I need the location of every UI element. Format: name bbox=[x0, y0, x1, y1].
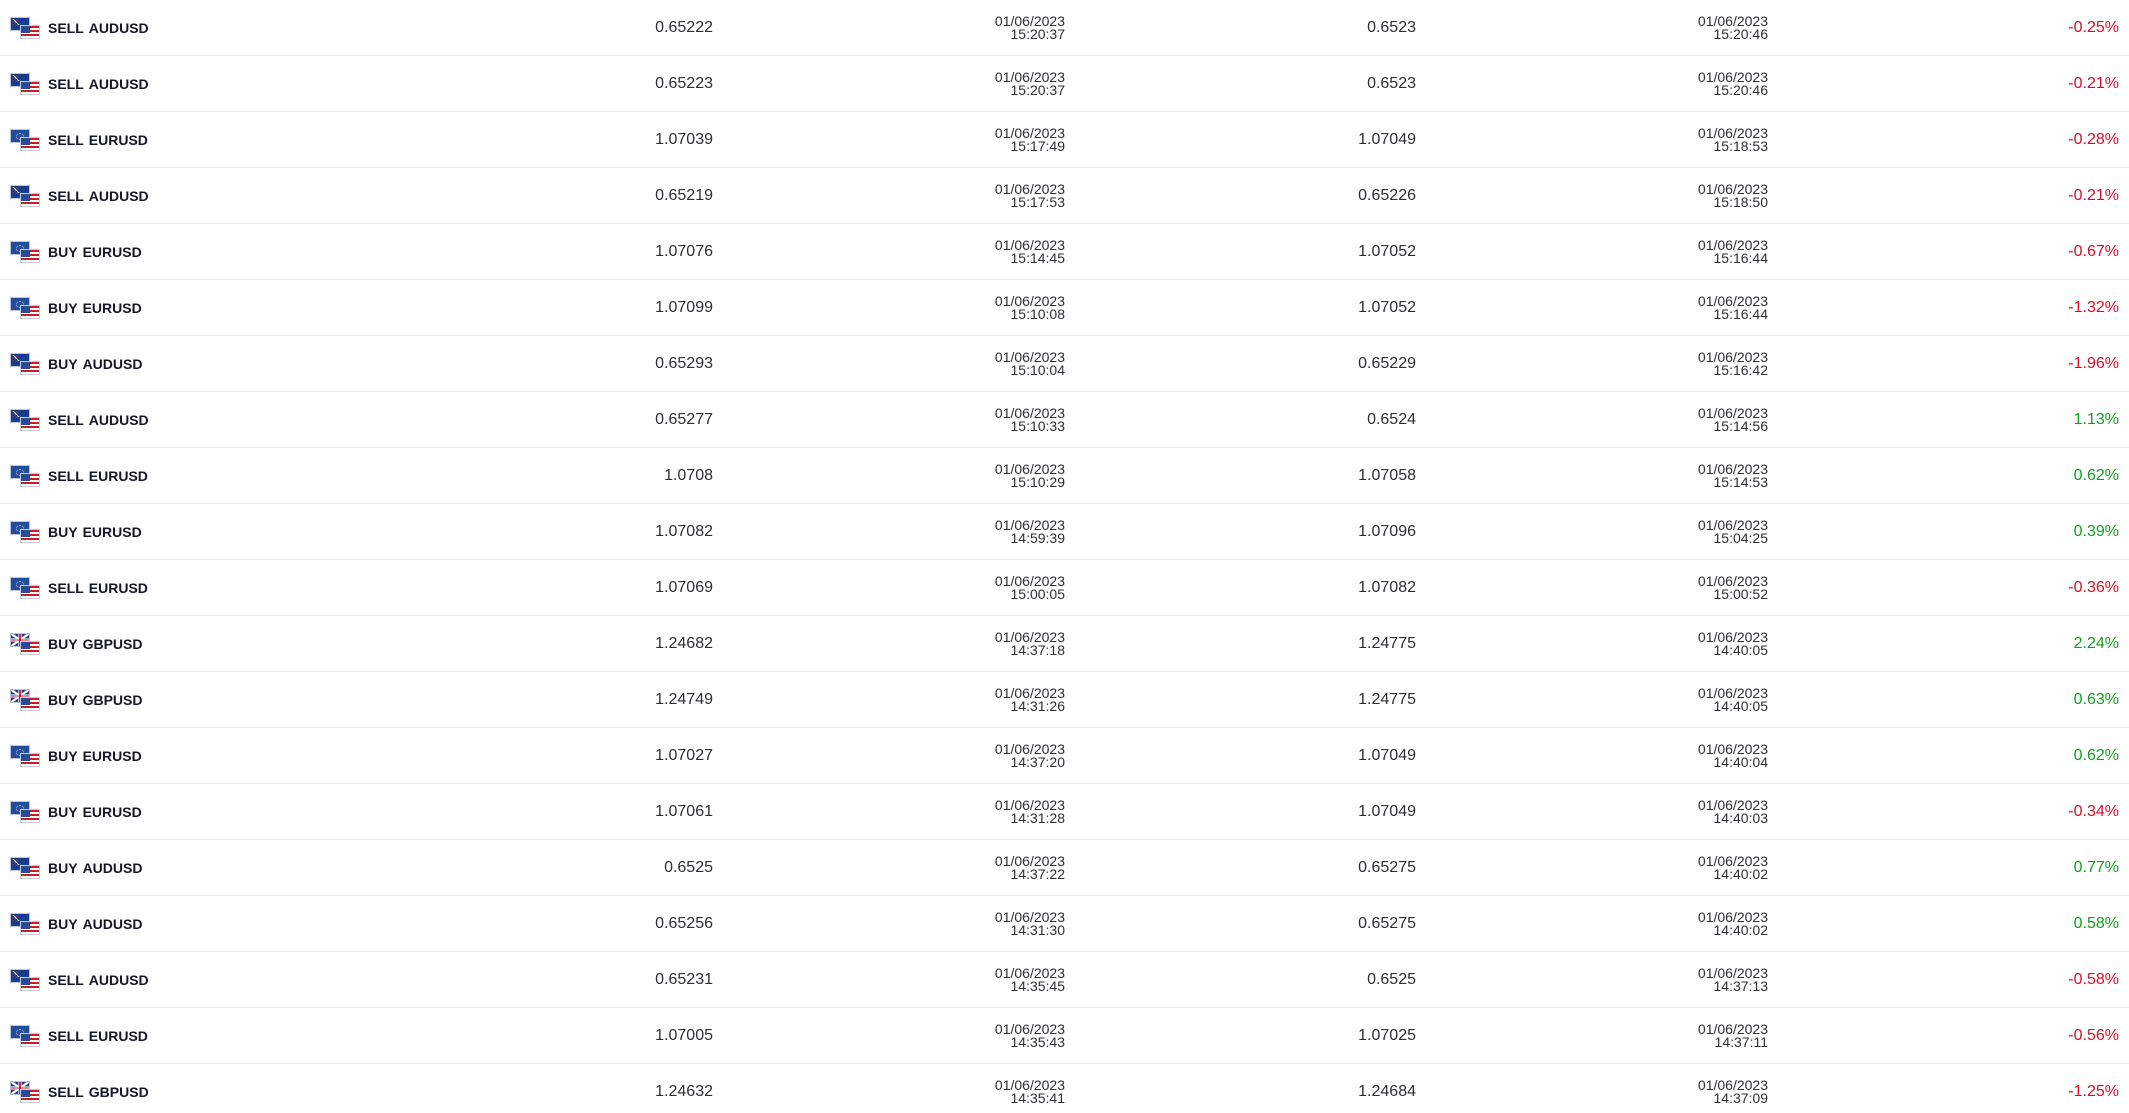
open-datetime bbox=[955, 952, 1065, 1008]
open-date: 01/06/2023 bbox=[994, 909, 1065, 925]
aud-usd-flag-icon bbox=[10, 73, 40, 95]
close-time: 14:37:13 bbox=[1713, 978, 1768, 994]
eur-usd-flag-icon bbox=[10, 577, 40, 599]
table-row[interactable] bbox=[0, 448, 2129, 504]
open-datetime bbox=[955, 392, 1065, 448]
close-price: 1.07049 bbox=[1358, 131, 1416, 148]
symbol-label: EURUSD bbox=[82, 300, 142, 316]
close-price: 1.24775 bbox=[1358, 691, 1416, 708]
close-datetime bbox=[1658, 224, 1768, 280]
symbol-label: EURUSD bbox=[88, 1028, 148, 1044]
symbol-label: EURUSD bbox=[88, 132, 148, 148]
aud-usd-flag-icon bbox=[10, 969, 40, 991]
instrument-cell bbox=[10, 728, 530, 784]
open-datetime bbox=[955, 840, 1065, 896]
trade-side: BUY bbox=[48, 300, 78, 316]
table-row[interactable] bbox=[0, 1064, 2129, 1113]
close-price: 0.6524 bbox=[1367, 411, 1416, 428]
open-price: 0.6525 bbox=[664, 859, 713, 876]
close-price: 0.6525 bbox=[1367, 971, 1416, 988]
trade-side: SELL bbox=[48, 580, 84, 596]
open-datetime bbox=[955, 280, 1065, 336]
open-datetime bbox=[955, 448, 1065, 504]
trade-side: SELL bbox=[48, 76, 84, 92]
close-price: 1.07082 bbox=[1358, 579, 1416, 596]
close-price: 1.07025 bbox=[1358, 1027, 1416, 1044]
symbol-label: EURUSD bbox=[88, 580, 148, 596]
close-datetime bbox=[1658, 952, 1768, 1008]
trade-side: BUY bbox=[48, 804, 78, 820]
open-datetime bbox=[955, 112, 1065, 168]
instrument-cell bbox=[10, 784, 530, 840]
open-date: 01/06/2023 bbox=[994, 573, 1065, 589]
instrument-cell bbox=[10, 1008, 530, 1064]
table-row[interactable] bbox=[0, 1008, 2129, 1064]
table-row[interactable] bbox=[0, 224, 2129, 280]
symbol-label: AUDUSD bbox=[88, 76, 149, 92]
close-time: 15:18:53 bbox=[1713, 138, 1768, 154]
open-time: 14:35:41 bbox=[1010, 1090, 1065, 1106]
symbol-label: GBPUSD bbox=[82, 692, 143, 708]
open-datetime bbox=[955, 784, 1065, 840]
open-price: 1.07061 bbox=[655, 803, 713, 820]
profit-loss-percent: -0.58% bbox=[2068, 971, 2119, 988]
aud-usd-flag-icon bbox=[10, 353, 40, 375]
instrument-cell bbox=[10, 392, 530, 448]
close-price: 1.07049 bbox=[1358, 747, 1416, 764]
table-row[interactable] bbox=[0, 784, 2129, 840]
eur-usd-flag-icon bbox=[10, 1025, 40, 1047]
table-row[interactable] bbox=[0, 840, 2129, 896]
open-time: 15:00:05 bbox=[1010, 586, 1065, 602]
table-row[interactable] bbox=[0, 336, 2129, 392]
close-price: 0.6523 bbox=[1367, 75, 1416, 92]
symbol-label: EURUSD bbox=[82, 244, 142, 260]
close-date: 01/06/2023 bbox=[1697, 181, 1768, 197]
open-date: 01/06/2023 bbox=[994, 293, 1065, 309]
close-datetime bbox=[1658, 672, 1768, 728]
open-time: 15:10:08 bbox=[1010, 306, 1065, 322]
profit-loss-percent: -1.25% bbox=[2068, 1083, 2119, 1100]
close-price: 1.07052 bbox=[1358, 299, 1416, 316]
close-date: 01/06/2023 bbox=[1697, 1021, 1768, 1037]
close-date: 01/06/2023 bbox=[1697, 349, 1768, 365]
close-date: 01/06/2023 bbox=[1697, 797, 1768, 813]
close-datetime bbox=[1658, 784, 1768, 840]
close-date: 01/06/2023 bbox=[1697, 461, 1768, 477]
open-price: 1.07027 bbox=[655, 747, 713, 764]
close-time: 14:40:05 bbox=[1713, 642, 1768, 658]
open-price: 1.07005 bbox=[655, 1027, 713, 1044]
trade-side: BUY bbox=[48, 748, 78, 764]
open-price: 0.65222 bbox=[655, 19, 713, 36]
open-time: 15:10:04 bbox=[1010, 362, 1065, 378]
trade-side: BUY bbox=[48, 692, 78, 708]
open-price: 0.65277 bbox=[655, 411, 713, 428]
open-time: 14:37:22 bbox=[1010, 866, 1065, 882]
open-time: 14:35:43 bbox=[1010, 1034, 1065, 1050]
open-price: 0.65293 bbox=[655, 355, 713, 372]
profit-loss-percent: 0.77% bbox=[2073, 859, 2119, 876]
close-date: 01/06/2023 bbox=[1697, 237, 1768, 253]
open-price: 1.07076 bbox=[655, 243, 713, 260]
close-price: 1.07096 bbox=[1358, 523, 1416, 540]
instrument-cell bbox=[10, 336, 530, 392]
open-price: 1.07099 bbox=[655, 299, 713, 316]
open-datetime bbox=[955, 560, 1065, 616]
table-row[interactable] bbox=[0, 0, 2129, 56]
table-row[interactable] bbox=[0, 672, 2129, 728]
open-datetime bbox=[955, 56, 1065, 112]
close-date: 01/06/2023 bbox=[1697, 853, 1768, 869]
open-date: 01/06/2023 bbox=[994, 629, 1065, 645]
close-date: 01/06/2023 bbox=[1697, 125, 1768, 141]
instrument-cell bbox=[10, 840, 530, 896]
instrument-cell bbox=[10, 448, 530, 504]
close-price: 0.65275 bbox=[1358, 859, 1416, 876]
symbol-label: EURUSD bbox=[88, 468, 148, 484]
close-datetime bbox=[1658, 1064, 1768, 1113]
trade-side: BUY bbox=[48, 636, 78, 652]
instrument-cell bbox=[10, 504, 530, 560]
open-date: 01/06/2023 bbox=[994, 461, 1065, 477]
open-time: 14:31:26 bbox=[1010, 698, 1065, 714]
instrument-cell bbox=[10, 168, 530, 224]
close-datetime bbox=[1658, 336, 1768, 392]
close-price: 1.24684 bbox=[1358, 1083, 1416, 1100]
profit-loss-percent: -1.32% bbox=[2068, 299, 2119, 316]
open-time: 15:10:33 bbox=[1010, 418, 1065, 434]
close-price: 1.07052 bbox=[1358, 243, 1416, 260]
symbol-label: AUDUSD bbox=[82, 860, 143, 876]
open-time: 15:17:53 bbox=[1010, 194, 1065, 210]
instrument-cell bbox=[10, 560, 530, 616]
profit-loss-percent: 0.39% bbox=[2073, 523, 2119, 540]
open-date: 01/06/2023 bbox=[994, 405, 1065, 421]
open-time: 14:37:20 bbox=[1010, 754, 1065, 770]
profit-loss-percent: -0.28% bbox=[2068, 131, 2119, 148]
gbp-usd-flag-icon bbox=[10, 633, 40, 655]
eur-usd-flag-icon bbox=[10, 465, 40, 487]
close-time: 15:14:53 bbox=[1713, 474, 1768, 490]
gbp-usd-flag-icon bbox=[10, 1081, 40, 1103]
aud-usd-flag-icon bbox=[10, 409, 40, 431]
close-time: 14:37:09 bbox=[1713, 1090, 1768, 1106]
close-date: 01/06/2023 bbox=[1697, 629, 1768, 645]
close-time: 15:00:52 bbox=[1713, 586, 1768, 602]
open-date: 01/06/2023 bbox=[994, 349, 1065, 365]
aud-usd-flag-icon bbox=[10, 913, 40, 935]
open-price: 1.24632 bbox=[655, 1083, 713, 1100]
close-price: 0.65275 bbox=[1358, 915, 1416, 932]
open-datetime bbox=[955, 224, 1065, 280]
close-datetime bbox=[1658, 840, 1768, 896]
open-time: 14:37:18 bbox=[1010, 642, 1065, 658]
close-time: 14:40:02 bbox=[1713, 922, 1768, 938]
open-time: 14:31:30 bbox=[1010, 922, 1065, 938]
close-time: 14:40:05 bbox=[1713, 698, 1768, 714]
open-date: 01/06/2023 bbox=[994, 853, 1065, 869]
close-price: 0.65229 bbox=[1358, 355, 1416, 372]
close-time: 14:40:03 bbox=[1713, 810, 1768, 826]
open-date: 01/06/2023 bbox=[994, 181, 1065, 197]
trade-side: SELL bbox=[48, 1084, 84, 1100]
close-date: 01/06/2023 bbox=[1697, 13, 1768, 29]
profit-loss-percent: -0.36% bbox=[2068, 579, 2119, 596]
close-datetime bbox=[1658, 448, 1768, 504]
open-date: 01/06/2023 bbox=[994, 1077, 1065, 1093]
trade-side: SELL bbox=[48, 20, 84, 36]
instrument-cell bbox=[10, 616, 530, 672]
open-date: 01/06/2023 bbox=[994, 741, 1065, 757]
close-time: 14:37:11 bbox=[1714, 1034, 1768, 1050]
profit-loss-percent: -0.56% bbox=[2068, 1027, 2119, 1044]
table-row[interactable] bbox=[0, 952, 2129, 1008]
open-price: 0.65219 bbox=[655, 187, 713, 204]
close-datetime bbox=[1658, 1008, 1768, 1064]
open-price: 1.24682 bbox=[655, 635, 713, 652]
trade-side: SELL bbox=[48, 412, 84, 428]
close-date: 01/06/2023 bbox=[1697, 293, 1768, 309]
close-date: 01/06/2023 bbox=[1697, 741, 1768, 757]
open-date: 01/06/2023 bbox=[994, 517, 1065, 533]
close-date: 01/06/2023 bbox=[1697, 965, 1768, 981]
eur-usd-flag-icon bbox=[10, 297, 40, 319]
symbol-label: AUDUSD bbox=[88, 972, 149, 988]
symbol-label: GBPUSD bbox=[82, 636, 143, 652]
close-datetime bbox=[1658, 896, 1768, 952]
profit-loss-percent: -0.25% bbox=[2068, 19, 2119, 36]
profit-loss-percent: 2.24% bbox=[2073, 635, 2119, 652]
eur-usd-flag-icon bbox=[10, 745, 40, 767]
instrument-cell bbox=[10, 952, 530, 1008]
instrument-cell bbox=[10, 896, 530, 952]
close-time: 15:16:44 bbox=[1713, 306, 1768, 322]
table-row[interactable] bbox=[0, 896, 2129, 952]
symbol-label: AUDUSD bbox=[88, 412, 149, 428]
close-datetime bbox=[1658, 392, 1768, 448]
symbol-label: EURUSD bbox=[82, 804, 142, 820]
table-row[interactable] bbox=[0, 168, 2129, 224]
open-datetime bbox=[955, 1064, 1065, 1113]
close-datetime bbox=[1658, 56, 1768, 112]
open-date: 01/06/2023 bbox=[994, 69, 1065, 85]
close-time: 14:40:04 bbox=[1713, 754, 1768, 770]
close-date: 01/06/2023 bbox=[1697, 69, 1768, 85]
open-price: 0.65231 bbox=[655, 971, 713, 988]
trade-side: BUY bbox=[48, 244, 78, 260]
trade-side: BUY bbox=[48, 860, 78, 876]
close-date: 01/06/2023 bbox=[1697, 909, 1768, 925]
eur-usd-flag-icon bbox=[10, 129, 40, 151]
open-datetime bbox=[955, 672, 1065, 728]
close-datetime bbox=[1658, 168, 1768, 224]
close-date: 01/06/2023 bbox=[1697, 1077, 1768, 1093]
instrument-cell bbox=[10, 224, 530, 280]
open-date: 01/06/2023 bbox=[994, 797, 1065, 813]
close-time: 15:14:56 bbox=[1713, 418, 1768, 434]
close-datetime bbox=[1658, 504, 1768, 560]
open-date: 01/06/2023 bbox=[994, 125, 1065, 141]
instrument-cell bbox=[10, 672, 530, 728]
symbol-label: EURUSD bbox=[82, 748, 142, 764]
aud-usd-flag-icon bbox=[10, 857, 40, 879]
aud-usd-flag-icon bbox=[10, 17, 40, 39]
instrument-cell bbox=[10, 112, 530, 168]
close-price: 1.24775 bbox=[1358, 635, 1416, 652]
profit-loss-percent: 0.62% bbox=[2073, 747, 2119, 764]
gbp-usd-flag-icon bbox=[10, 689, 40, 711]
close-datetime bbox=[1658, 560, 1768, 616]
table-row[interactable] bbox=[0, 112, 2129, 168]
open-date: 01/06/2023 bbox=[994, 13, 1065, 29]
symbol-label: EURUSD bbox=[82, 524, 142, 540]
instrument-cell bbox=[10, 1064, 530, 1113]
open-date: 01/06/2023 bbox=[994, 237, 1065, 253]
open-price: 1.07069 bbox=[655, 579, 713, 596]
profit-loss-percent: -0.21% bbox=[2068, 75, 2119, 92]
profit-loss-percent: 0.63% bbox=[2073, 691, 2119, 708]
close-datetime bbox=[1658, 728, 1768, 784]
aud-usd-flag-icon bbox=[10, 185, 40, 207]
close-datetime bbox=[1658, 112, 1768, 168]
trade-side: BUY bbox=[48, 356, 78, 372]
instrument-cell bbox=[10, 56, 530, 112]
table-row[interactable] bbox=[0, 504, 2129, 560]
trade-side: BUY bbox=[48, 524, 78, 540]
table-row[interactable] bbox=[0, 728, 2129, 784]
close-date: 01/06/2023 bbox=[1697, 517, 1768, 533]
close-date: 01/06/2023 bbox=[1697, 685, 1768, 701]
trade-side: SELL bbox=[48, 972, 84, 988]
trade-side: SELL bbox=[48, 188, 84, 204]
symbol-label: AUDUSD bbox=[82, 916, 143, 932]
close-price: 0.6523 bbox=[1367, 19, 1416, 36]
close-time: 15:20:46 bbox=[1713, 26, 1768, 42]
close-date: 01/06/2023 bbox=[1697, 573, 1768, 589]
open-time: 14:31:28 bbox=[1010, 810, 1065, 826]
trade-side: SELL bbox=[48, 1028, 84, 1044]
open-datetime bbox=[955, 728, 1065, 784]
open-price: 1.0708 bbox=[664, 467, 713, 484]
instrument-cell bbox=[10, 280, 530, 336]
open-time: 14:35:45 bbox=[1010, 978, 1065, 994]
table-row[interactable] bbox=[0, 560, 2129, 616]
eur-usd-flag-icon bbox=[10, 521, 40, 543]
table-row[interactable] bbox=[0, 392, 2129, 448]
close-price: 1.07049 bbox=[1358, 803, 1416, 820]
profit-loss-percent: 0.62% bbox=[2073, 467, 2119, 484]
close-time: 15:16:44 bbox=[1713, 250, 1768, 266]
open-date: 01/06/2023 bbox=[994, 1021, 1065, 1037]
open-price: 1.24749 bbox=[655, 691, 713, 708]
profit-loss-percent: 0.58% bbox=[2073, 915, 2119, 932]
table-row[interactable] bbox=[0, 280, 2129, 336]
close-price: 1.07058 bbox=[1358, 467, 1416, 484]
open-price: 0.65223 bbox=[655, 75, 713, 92]
close-time: 14:40:02 bbox=[1713, 866, 1768, 882]
open-time: 15:14:45 bbox=[1010, 250, 1065, 266]
open-date: 01/06/2023 bbox=[994, 965, 1065, 981]
close-time: 15:04:25 bbox=[1713, 530, 1768, 546]
open-date: 01/06/2023 bbox=[994, 685, 1065, 701]
open-time: 15:17:49 bbox=[1010, 138, 1065, 154]
close-time: 15:18:50 bbox=[1713, 194, 1768, 210]
close-date: 01/06/2023 bbox=[1697, 405, 1768, 421]
symbol-label: AUDUSD bbox=[82, 356, 143, 372]
open-datetime bbox=[955, 1008, 1065, 1064]
open-time: 14:59:39 bbox=[1010, 530, 1065, 546]
close-datetime bbox=[1658, 280, 1768, 336]
symbol-label: GBPUSD bbox=[88, 1084, 149, 1100]
trade-side: SELL bbox=[48, 468, 84, 484]
instrument-cell bbox=[10, 0, 530, 56]
close-time: 15:16:42 bbox=[1713, 362, 1768, 378]
close-datetime bbox=[1658, 616, 1768, 672]
trade-side: SELL bbox=[48, 132, 84, 148]
open-datetime bbox=[955, 616, 1065, 672]
table-row[interactable] bbox=[0, 616, 2129, 672]
profit-loss-percent: -0.34% bbox=[2068, 803, 2119, 820]
open-datetime bbox=[955, 504, 1065, 560]
profit-loss-percent: -1.96% bbox=[2068, 355, 2119, 372]
open-price: 1.07039 bbox=[655, 131, 713, 148]
eur-usd-flag-icon bbox=[10, 241, 40, 263]
eur-usd-flag-icon bbox=[10, 801, 40, 823]
open-datetime bbox=[955, 0, 1065, 56]
open-time: 15:20:37 bbox=[1010, 26, 1065, 42]
trade-side: BUY bbox=[48, 916, 78, 932]
symbol-label: AUDUSD bbox=[88, 188, 149, 204]
open-price: 0.65256 bbox=[655, 915, 713, 932]
close-time: 15:20:46 bbox=[1713, 82, 1768, 98]
profit-loss-percent: 1.13% bbox=[2073, 411, 2119, 428]
open-datetime bbox=[955, 336, 1065, 392]
open-time: 15:10:29 bbox=[1010, 474, 1065, 490]
table-row[interactable] bbox=[0, 56, 2129, 112]
profit-loss-percent: -0.67% bbox=[2068, 243, 2119, 260]
open-time: 15:20:37 bbox=[1010, 82, 1065, 98]
close-datetime bbox=[1658, 0, 1768, 56]
open-datetime bbox=[955, 896, 1065, 952]
profit-loss-percent: -0.21% bbox=[2068, 187, 2119, 204]
open-datetime bbox=[955, 168, 1065, 224]
open-price: 1.07082 bbox=[655, 523, 713, 540]
close-price: 0.65226 bbox=[1358, 187, 1416, 204]
symbol-label: AUDUSD bbox=[88, 20, 149, 36]
